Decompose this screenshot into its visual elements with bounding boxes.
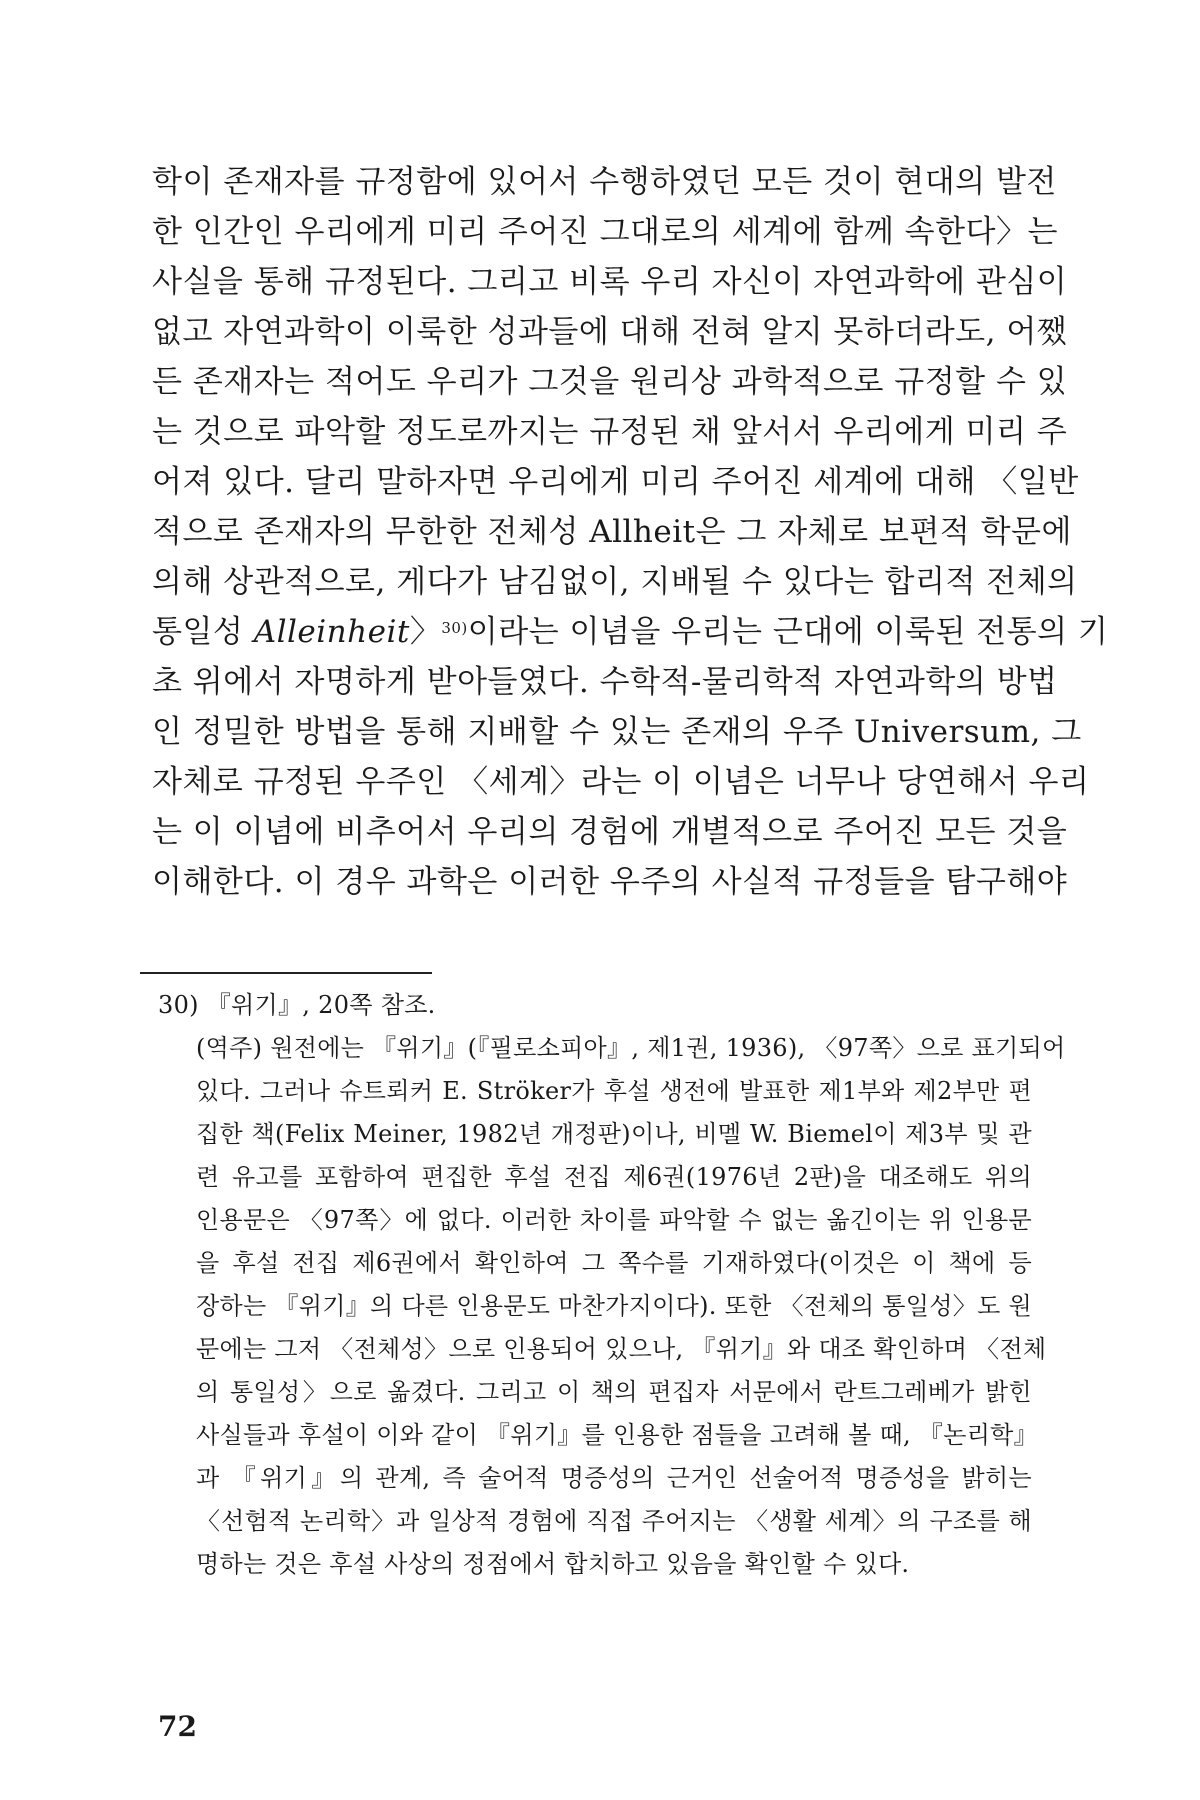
footnote-heading: 30) 『위기』, 20쪽 참조. [158, 991, 436, 1019]
footnote-line: 문에는 그저 〈전체성〉으로 인용되어 있으나, 『위기』와 대조 확인하며 〈전체 [196, 1335, 1047, 1363]
footnote-line: 명하는 것은 후설 사상의 정점에서 합치하고 있음을 확인할 수 있다. [196, 1550, 910, 1578]
footnote-line: 장하는 『위기』의 다른 인용문도 마찬가지이다). 또한 〈전체의 통일성〉도 원 [196, 1292, 1032, 1320]
body-line: 어져 있다. 달리 말하자면 우리에게 미리 주어진 세계에 대해 〈일반 [152, 464, 1079, 500]
body-text: 통일성 [152, 614, 254, 650]
italic-term: Alleinheit [253, 614, 410, 650]
body-line: 는 이 이념에 비추어서 우리의 경험에 개별적으로 주어진 모든 것을 [152, 814, 1068, 850]
body-line: 는 것으로 파악할 정도로까지는 규정된 채 앞서서 우리에게 미리 주 [152, 414, 1068, 450]
body-line: 사실을 통해 규정된다. 그리고 비록 우리 자신이 자연과학에 관심이 [152, 264, 1068, 300]
footnote-line: 련 유고를 포함하여 편집한 후설 전집 제6권(1976년 2판)을 대조해도 위의 [196, 1163, 1032, 1191]
body-line-with-footnote-ref [152, 612, 1109, 652]
body-line: 학이 존재자를 규정함에 있어서 수행하였던 모든 것이 현대의 발전 [152, 164, 1057, 200]
footnote-line: 의 통일성〉으로 옮겼다. 그리고 이 책의 편집자 서문에서 란트그레베가 밝힌 [196, 1378, 1032, 1406]
footnote-line: 있다. 그러나 슈트뢰커 E. Ströker가 후설 생전에 발표한 제1부와 제2부만 편 [196, 1077, 1032, 1105]
footnote-line: 을 후설 전집 제6권에서 확인하여 그 쪽수를 기재하였다(이것은 이 책에 등 [196, 1249, 1032, 1277]
body-line: 적으로 존재자의 무한한 전체성 Allheit은 그 자체로 보편적 학문에 [152, 514, 1072, 550]
body-line: 없고 자연과학이 이룩한 성과들에 대해 전혀 알지 못하더라도, 어쨌 [152, 314, 1068, 350]
page-number: 72 [158, 1710, 197, 1743]
body-line: 초 위에서 자명하게 받아들였다. 수학적-물리학적 자연과학의 방법 [152, 664, 1058, 700]
body-line: 이해한다. 이 경우 과학은 이러한 우주의 사실적 규정들을 탐구해야 [152, 864, 1068, 900]
body-line: 의해 상관적으로, 게다가 남김없이, 지배될 수 있다는 합리적 전체의 [152, 564, 1078, 600]
body-line: 한 인간인 우리에게 미리 주어진 그대로의 세계에 함께 속한다〉는 [152, 214, 1058, 250]
footnote-divider [140, 972, 432, 974]
footnote-line: 과 『위기』의 관계, 즉 술어적 명증성의 근거인 선술어적 명증성을 밝히는 [196, 1464, 1032, 1492]
body-line: 자체로 규정된 우주인 〈세계〉라는 이 이념은 너무나 당연해서 우리 [152, 764, 1090, 800]
body-line: 인 정밀한 방법을 통해 지배할 수 있는 존재의 우주 Universum, 그 [152, 714, 1082, 750]
footnote-reference[interactable]: 30) [441, 619, 468, 637]
footnote-line: 집한 책(Felix Meiner, 1982년 개정판)이나, 비멜 W. Biemel이 제3부 및 관 [196, 1120, 1032, 1148]
footnote-line: 〈선험적 논리학〉과 일상적 경험에 직접 주어지는 〈생활 세계〉의 구조를 해 [196, 1507, 1032, 1535]
body-text: 이라는 이념을 우리는 근대에 이룩된 전통의 기 [467, 614, 1109, 650]
footnote-line: (역주) 원전에는 『위기』(『필로소피아』, 제1권, 1936), 〈97쪽〉으로 표기되어 [196, 1034, 1066, 1062]
footnote-line: 사실들과 후설이 이와 같이 『위기』를 인용한 점들을 고려해 볼 때, 『논리학』 [196, 1421, 1038, 1449]
closing-bracket: 〉 [409, 614, 442, 650]
footnote-line: 인용문은 〈97쪽〉에 없다. 이러한 차이를 파악할 수 없는 옮긴이는 위 인용문 [196, 1206, 1032, 1234]
body-line: 든 존재자는 적어도 우리가 그것을 원리상 과학적으로 규정할 수 있 [152, 364, 1068, 400]
